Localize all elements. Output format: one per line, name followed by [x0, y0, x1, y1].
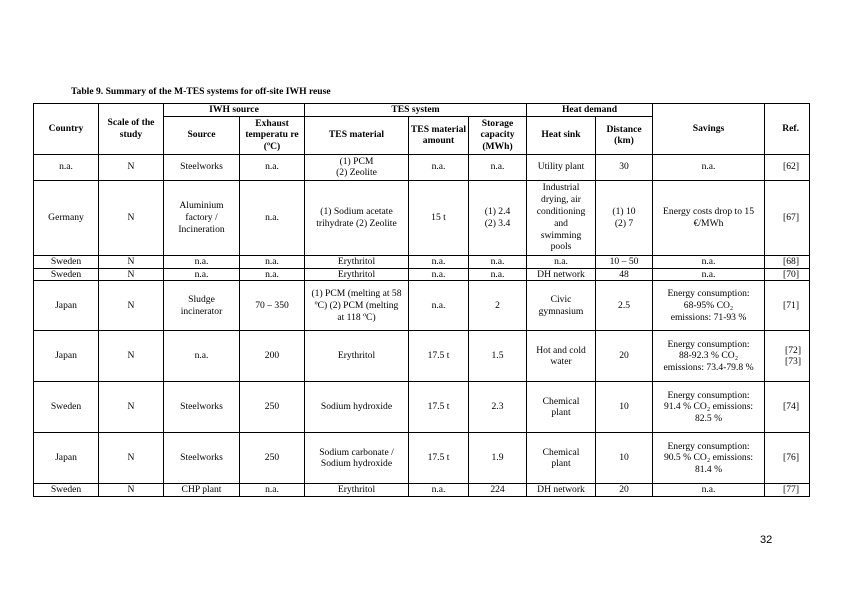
cell-amount: 17.5 t: [409, 331, 469, 382]
cell-scale: N: [99, 268, 164, 281]
header-tes-system: TES system: [305, 104, 527, 117]
header-tes-material: TES material: [305, 116, 409, 154]
cell-storage: 2.3: [469, 382, 527, 433]
cell-exhaust: n.a.: [240, 255, 305, 268]
cell-exhaust: 250: [240, 382, 305, 433]
cell-savings: n.a.: [653, 154, 765, 180]
header-savings: Savings: [653, 104, 765, 155]
cell-ref: [76]: [765, 433, 810, 484]
cell-ref: [67]: [765, 180, 810, 255]
header-distance: Distance (km): [596, 116, 653, 154]
cell-ref: [74]: [765, 382, 810, 433]
cell-exhaust: n.a.: [240, 484, 305, 497]
cell-material: (1) PCM (2) Zeolite: [305, 154, 409, 180]
header-iwh-source: IWH source: [164, 104, 305, 117]
cell-source: Steelworks: [164, 382, 240, 433]
cell-ref: [72] [73]: [765, 331, 810, 382]
cell-storage: (1) 2.4 (2) 3.4: [469, 180, 527, 255]
cell-source: n.a.: [164, 268, 240, 281]
cell-amount: n.a.: [409, 268, 469, 281]
header-heat-sink: Heat sink: [527, 116, 596, 154]
table-row: [34, 382, 810, 433]
cell-distance: (1) 10 (2) 7: [596, 180, 653, 255]
cell-scale: N: [99, 484, 164, 497]
cell-scale: N: [99, 180, 164, 255]
cell-material: Sodium hydroxide: [305, 382, 409, 433]
table-row: [34, 255, 810, 268]
header-scale: Scale of the study: [99, 104, 164, 155]
cell-sink: DH network: [527, 484, 596, 497]
cell-amount: n.a.: [409, 281, 469, 331]
cell-sink: n.a.: [527, 255, 596, 268]
cell-material: (1) Sodium acetate trihydrate (2) Zeolite: [305, 180, 409, 255]
cell-exhaust: 250: [240, 433, 305, 484]
table-row: [34, 484, 810, 497]
cell-material: Erythritol: [305, 255, 409, 268]
table-row: [34, 331, 810, 382]
cell-source: Sludge incinerator: [164, 281, 240, 331]
cell-material: Erythritol: [305, 268, 409, 281]
cell-distance: 30: [596, 154, 653, 180]
cell-country: Japan: [34, 281, 99, 331]
header-heat-demand: Heat demand: [527, 104, 653, 117]
table-row: [34, 154, 810, 180]
table-row: [34, 180, 810, 255]
cell-country: Sweden: [34, 484, 99, 497]
cell-distance: 20: [596, 484, 653, 497]
cell-material: Erythritol: [305, 331, 409, 382]
cell-distance: 10 – 50: [596, 255, 653, 268]
cell-scale: N: [99, 154, 164, 180]
cell-savings: n.a.: [653, 255, 765, 268]
cell-savings: Energy consumption: 88-92.3 % CO₂ emissions: 73.4-79.8 %: [653, 331, 765, 382]
header-country: Country: [34, 104, 99, 155]
cell-material: Erythritol: [305, 484, 409, 497]
cell-source: n.a.: [164, 331, 240, 382]
header-ref: Ref.: [765, 104, 810, 155]
cell-amount: n.a.: [409, 154, 469, 180]
cell-country: Sweden: [34, 255, 99, 268]
cell-scale: N: [99, 433, 164, 484]
cell-source: CHP plant: [164, 484, 240, 497]
cell-scale: N: [99, 382, 164, 433]
cell-storage: 2: [469, 281, 527, 331]
header-source: Source: [164, 116, 240, 154]
cell-storage: n.a.: [469, 154, 527, 180]
cell-amount: n.a.: [409, 255, 469, 268]
cell-source: n.a.: [164, 255, 240, 268]
cell-ref: [62]: [765, 154, 810, 180]
cell-material: Sodium carbonate / Sodium hydroxide: [305, 433, 409, 484]
cell-distance: 10: [596, 433, 653, 484]
cell-amount: n.a.: [409, 484, 469, 497]
cell-distance: 48: [596, 268, 653, 281]
cell-amount: 17.5 t: [409, 382, 469, 433]
table-row: [34, 268, 810, 281]
cell-exhaust: n.a.: [240, 180, 305, 255]
cell-storage: 1.9: [469, 433, 527, 484]
cell-storage: 1.5: [469, 331, 527, 382]
cell-storage: 224: [469, 484, 527, 497]
table-caption: Table 9. Summary of the M-TES systems for off-site IWH reuse: [71, 86, 331, 97]
cell-source: Aluminium factory / Incineration: [164, 180, 240, 255]
cell-sink: Hot and cold water: [527, 331, 596, 382]
cell-storage: n.a.: [469, 255, 527, 268]
header-exhaust-temperature: Exhaust temperatu re (ºC): [240, 116, 305, 154]
cell-source: Steelworks: [164, 433, 240, 484]
cell-savings: Energy consumption: 91.4 % CO₂ emissions: 82.5 %: [653, 382, 765, 433]
m-tes-summary-table: [33, 103, 810, 497]
header-storage-capacity: Storage capacity (MWh): [469, 116, 527, 154]
cell-sink: Civic gymnasium: [527, 281, 596, 331]
cell-material: (1) PCM (melting at 58 ºC) (2) PCM (melting at 118 ºC): [305, 281, 409, 331]
cell-distance: 2.5: [596, 281, 653, 331]
cell-country: Japan: [34, 331, 99, 382]
cell-sink: Industrial drying, air conditioning and swimming pools: [527, 180, 596, 255]
page-number: 32: [760, 534, 773, 546]
cell-storage: n.a.: [469, 268, 527, 281]
cell-sink: DH network: [527, 268, 596, 281]
cell-ref: [68]: [765, 255, 810, 268]
cell-ref: [71]: [765, 281, 810, 331]
cell-scale: N: [99, 331, 164, 382]
cell-savings: Energy consumption: 68-95% CO₂ emissions: 71-93 %: [653, 281, 765, 331]
table-row: [34, 281, 810, 331]
cell-country: Japan: [34, 433, 99, 484]
cell-sink: Utility plant: [527, 154, 596, 180]
cell-country: Sweden: [34, 268, 99, 281]
cell-distance: 20: [596, 331, 653, 382]
cell-exhaust: n.a.: [240, 154, 305, 180]
cell-savings: n.a.: [653, 268, 765, 281]
cell-ref: [77]: [765, 484, 810, 497]
cell-source: Steelworks: [164, 154, 240, 180]
cell-exhaust: 70 – 350: [240, 281, 305, 331]
cell-ref: [70]: [765, 268, 810, 281]
cell-amount: 15 t: [409, 180, 469, 255]
cell-sink: Chemical plant: [527, 382, 596, 433]
cell-exhaust: n.a.: [240, 268, 305, 281]
cell-scale: N: [99, 255, 164, 268]
cell-exhaust: 200: [240, 331, 305, 382]
cell-savings: Energy costs drop to 15 €/MWh: [653, 180, 765, 255]
cell-distance: 10: [596, 382, 653, 433]
cell-savings: n.a.: [653, 484, 765, 497]
cell-savings: Energy consumption: 90.5 % CO₂ emissions: 81.4 %: [653, 433, 765, 484]
cell-sink: Chemical plant: [527, 433, 596, 484]
cell-amount: 17.5 t: [409, 433, 469, 484]
cell-country: Germany: [34, 180, 99, 255]
cell-country: n.a.: [34, 154, 99, 180]
table-row: [34, 433, 810, 484]
cell-scale: N: [99, 281, 164, 331]
header-tes-amount: TES material amount: [409, 116, 469, 154]
cell-country: Sweden: [34, 382, 99, 433]
